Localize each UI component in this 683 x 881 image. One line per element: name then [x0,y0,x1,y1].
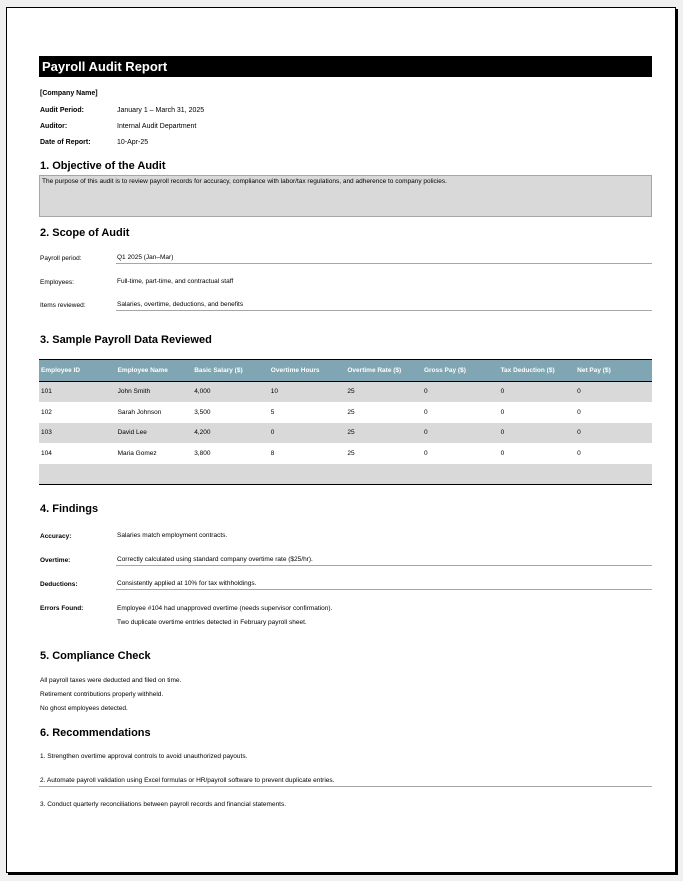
recommendation-item-1[interactable]: 1. Strengthen overtime approval controls to avoid unauthorized payouts. [40,753,248,760]
company-name: [Company Name] [40,90,98,97]
auditor-value: Internal Audit Department [117,123,197,130]
cell[interactable]: 0 [500,408,505,416]
objective-text: The purpose of this audit is to review payroll records for accuracy, compliance with labor/tax regulations, and adherence to company policies. [42,178,447,185]
cell[interactable]: 5 [270,408,275,416]
cell[interactable]: 0 [577,408,581,416]
report-date-value: 10-Apr-25 [117,139,149,146]
cell[interactable]: 0 [423,429,428,437]
table-header-row [39,360,652,382]
col-employee-id: Employee ID [41,366,81,374]
scope-label-period: Payroll period: [40,255,82,262]
cell[interactable]: 0 [577,449,581,457]
audit-period-label: Audit Period: [40,107,84,114]
compliance-item: No ghost employees detected. [40,705,128,712]
recommendations-heading: 6. Recommendations [40,727,151,739]
cell[interactable]: David Lee [117,429,147,437]
table-row [39,443,652,464]
audit-period-value: January 1 – March 31, 2025 [117,107,205,114]
cell[interactable]: 0 [423,449,428,457]
cell[interactable]: 0 [500,449,505,457]
cell[interactable]: 0 [270,429,275,437]
cell[interactable]: 10 [270,388,279,396]
auditor-label: Auditor: [40,123,68,130]
finding-label-deductions: Deductions: [40,581,78,588]
cell[interactable]: 25 [347,388,355,396]
compliance-heading: 5. Compliance Check [40,650,151,662]
table-row [39,382,652,403]
cell[interactable]: 25 [347,408,355,416]
col-overtime-hours: Overtime Hours [270,366,320,374]
objective-text-box[interactable] [39,175,652,217]
cell[interactable]: 103 [41,429,52,437]
cell[interactable]: 3,500 [194,408,211,416]
table-row-empty[interactable] [39,464,652,485]
findings-heading: 4. Findings [40,503,99,515]
cell[interactable]: 4,200 [194,429,211,437]
cell[interactable]: 0 [423,408,428,416]
finding-value-overtime[interactable]: Correctly calculated using standard company overtime rate ($25/hr). [116,554,652,566]
finding-value-errors-2[interactable]: Two duplicate overtime entries detected in February payroll sheet. [117,619,307,626]
cell[interactable]: 25 [347,449,355,457]
report-date-label: Date of Report: [40,139,91,146]
finding-label-accuracy: Accuracy: [40,533,72,540]
table-row [39,423,652,444]
compliance-item: All payroll taxes were deducted and filed on time. [40,677,182,684]
col-employee-name: Employee Name [117,366,168,374]
payroll-table [39,359,652,485]
cell[interactable]: 0 [423,388,428,396]
sample-data-heading: 3. Sample Payroll Data Reviewed [40,334,212,346]
objective-heading: 1. Objective of the Audit [40,160,166,172]
scope-label-items: Items reviewed: [40,302,86,309]
scope-label-employees: Employees: [40,279,74,286]
cell[interactable]: 3,800 [194,449,211,457]
finding-label-overtime: Overtime: [40,557,71,564]
scope-heading: 2. Scope of Audit [40,227,130,239]
cell[interactable]: 8 [270,449,275,457]
cell[interactable]: Sarah Johnson [117,408,162,416]
cell[interactable]: John Smith [117,388,151,396]
scope-value-period[interactable]: Q1 2025 (Jan–Mar) [116,252,652,264]
finding-label-errors: Errors Found: [40,605,84,612]
cell[interactable]: 101 [41,388,52,396]
finding-value-deductions[interactable]: Consistently applied at 10% for tax withholdings. [116,578,652,590]
table-row [39,402,652,423]
col-basic-salary: Basic Salary ($) [194,366,243,374]
cell[interactable]: 25 [347,429,355,437]
scope-value-items[interactable]: Salaries, overtime, deductions, and benefits [116,299,652,311]
cell[interactable]: 0 [577,388,581,396]
cell[interactable]: 104 [41,449,52,457]
cell[interactable]: 0 [577,429,581,437]
col-tax-deduction: Tax Deduction ($) [500,366,555,374]
col-net-pay: Net Pay ($) [577,366,611,374]
report-title: Payroll Audit Report [39,56,652,77]
compliance-item: Retirement contributions properly withheld. [40,691,164,698]
scope-value-employees[interactable]: Full-time, part-time, and contractual staff [117,278,234,285]
recommendation-item-2[interactable]: 2. Automate payroll validation using Excel formulas or HR/payroll software to prevent duplicate entries. [39,775,652,787]
cell[interactable]: Maria Gomez [117,449,157,457]
recommendation-item-3[interactable]: 3. Conduct quarterly reconciliations between payroll records and financial statements. [40,801,287,808]
col-gross-pay: Gross Pay ($) [423,366,466,374]
col-overtime-rate: Overtime Rate ($) [347,366,402,374]
cell[interactable]: 102 [41,408,52,416]
cell[interactable]: 4,000 [194,388,211,396]
finding-value-accuracy[interactable]: Salaries match employment contracts. [117,532,228,539]
finding-value-errors[interactable]: Employee #104 had unapproved overtime (needs supervisor confirmation). [117,605,333,612]
cell[interactable]: 0 [500,388,505,396]
cell[interactable]: 0 [500,429,505,437]
report-page [6,7,676,873]
